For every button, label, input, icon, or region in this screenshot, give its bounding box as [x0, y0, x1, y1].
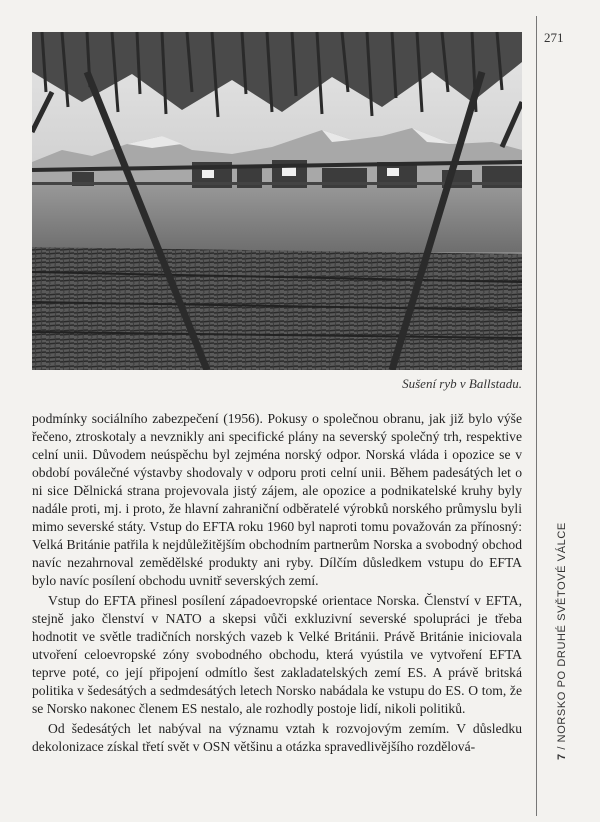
fish-drying-photo	[32, 32, 522, 370]
body-text	[32, 410, 522, 756]
margin-rule	[536, 16, 537, 816]
paragraph: Vstup do EFTA přinesl posílení západoevropské orientace Norska. Členství v EFTA, stejně jako členství v NATO a skepsi vůči exkluzivní severské spolupráci je třeba hodnotit ve světle tradičních norských vazeb k Velké Británii. Právě Británie iniciovala utvoření celoevropské zóny svobodného obchodu, která vyústila ve vytvoření EFTA teprve poté, co její připojení odmítlo šest zakladatelských zemí ES. A právě britská politika v šedesátých a sedmdesátých letech Norsko nabádala ke vstupu do ES. O tom, že se Norsko nakonec členem ES nestalo, ale rozhodly postoje lidí, nikoli politiků.	[32, 593, 522, 716]
photo-caption: Sušení ryb v Ballstadu.	[402, 376, 522, 391]
paragraph: Od šedesátých let nabýval na významu vztah k rozvojovým zemím. V důsledku dekolonizace získal třetí svět v OSN většinu a otázka spravedlivějšího rozdělová-	[32, 721, 522, 754]
chapter-title: / NORSKO PO DRUHÉ SVĚTOVÉ VÁLCE	[556, 522, 568, 750]
running-head	[556, 522, 568, 760]
page-number: 271	[544, 30, 564, 45]
chapter-number: 7	[556, 753, 568, 760]
paragraph: podmínky sociálního zabezpečení (1956). Pokusy o společnou obranu, jak již bylo výše řečeno, ztroskotaly a nevznikly ani specifické plány na severský společný trh, respektive celní unii. Důvodem neúspěchu byl zejména norský odpor. Norská vláda i opozice se v období poválečné výstavby shodovaly v odporu proti celní unii. Během padesátých let o ni sice Dělnická strana projevovala jistý zájem, ale opozice a podnikatelské kruhy byly nadále proti, mj. i proto, že hlavní zahraniční odběratelé výrobků norského průmyslu byli mimo severské státy. Vstup do EFTA roku 1960 byl naproti tomu považován za přínosný: Velká Británie patřila k nejdůležitějším obchodním partnerům Norska a svobodný obchod navíc nezahrnoval zemědělské produkty ani ryby. Dílčím důsledkem vstupu do EFTA bylo navíc posílení obchodu uvnitř severských zemí.	[32, 411, 522, 588]
